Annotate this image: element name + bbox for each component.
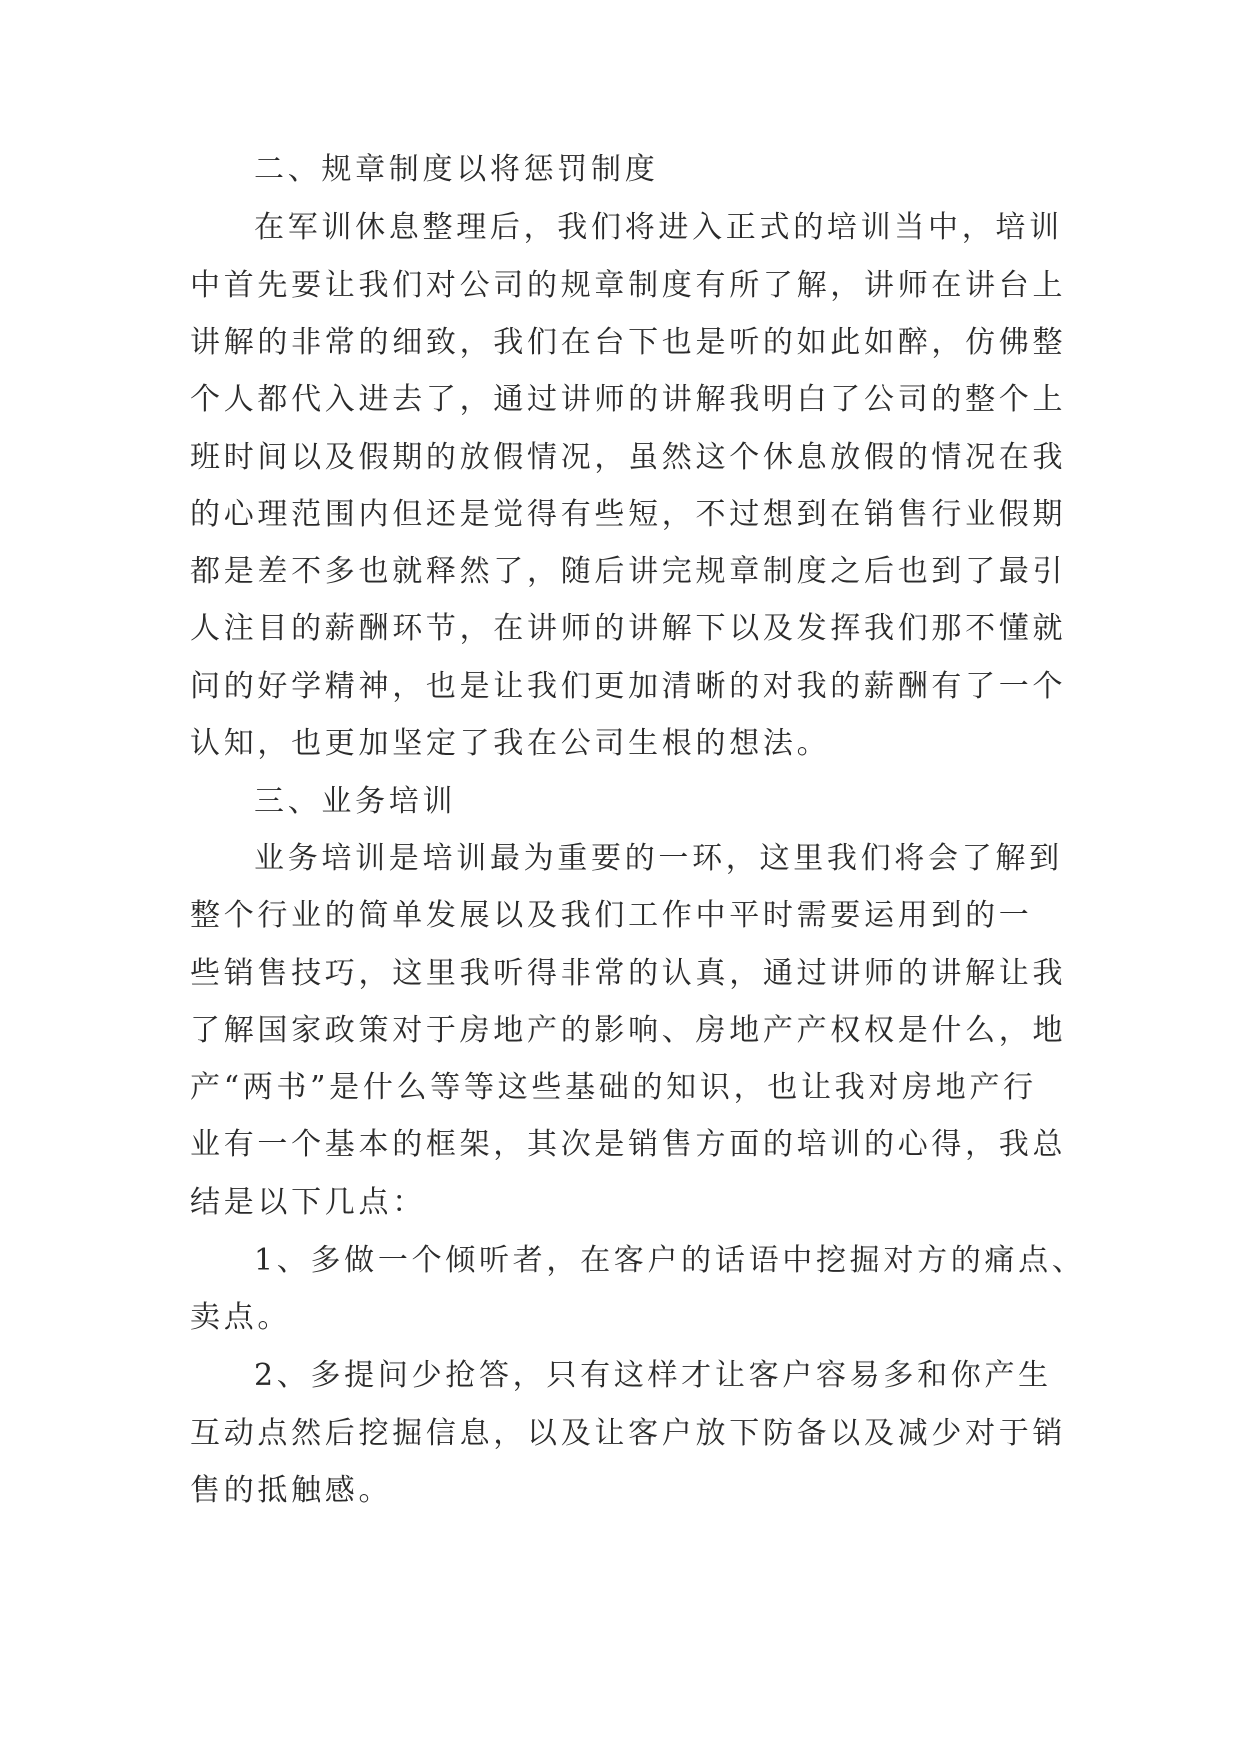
paragraph-line: 人注目的薪酬环节，在讲师的讲解下以及发挥我们那不懂就 (190, 611, 1067, 646)
paragraph-line: 都是差不多也就释然了，随后讲完规章制度之后也到了最引 (190, 554, 1067, 589)
section-heading-regulations: 二、规章制度以将惩罚制度 (254, 152, 659, 187)
paragraph-line: 了解国家政策对于房地产的影响、房地产产权权是什么，地 (190, 1013, 1067, 1048)
paragraph-line: 认知，也更加坚定了我在公司生根的想法。 (190, 726, 831, 761)
paragraph-line: 在军训休息整理后，我们将进入正式的培训当中，培训 (254, 210, 1063, 245)
paragraph-line: 产“两书”是什么等等这些基础的知识，也让我对房地产行 (190, 1070, 1037, 1105)
paragraph-line: 讲解的非常的细致，我们在台下也是听的如此如醉，仿佛整 (190, 325, 1067, 360)
paragraph-line: 结是以下几点： (190, 1185, 426, 1220)
list-item-2-continuation: 互动点然后挖掘信息，以及让客户放下防备以及减少对于销 (190, 1416, 1067, 1451)
list-item-2: 2、多提问少抢答，只有这样才让客户容易多和你产生 (254, 1358, 1052, 1393)
paragraph-line: 个人都代入进去了，通过讲师的讲解我明白了公司的整个上 (190, 382, 1067, 417)
paragraph-line: 的心理范围内但还是觉得有些短，不过想到在销售行业假期 (190, 497, 1067, 532)
paragraph-line: 班时间以及假期的放假情况，虽然这个休息放假的情况在我 (190, 440, 1067, 475)
list-item-1: 1、多做一个倾听者，在客户的话语中挖掘对方的痛点、 (254, 1243, 1086, 1278)
paragraph-line: 问的好学精神，也是让我们更加清晰的对我的薪酬有了一个 (190, 669, 1067, 704)
list-item-1-continuation: 卖点。 (190, 1300, 292, 1335)
section-heading-business-training: 三、业务培训 (254, 784, 457, 819)
paragraph-line: 中首先要让我们对公司的规章制度有所了解，讲师在讲台上 (190, 268, 1067, 303)
paragraph-line: 业务培训是培训最为重要的一环，这里我们将会了解到 (254, 841, 1063, 876)
paragraph-line: 整个行业的简单发展以及我们工作中平时需要运用到的一 (190, 898, 1033, 933)
list-item-2-continuation: 售的抵触感。 (190, 1473, 393, 1508)
paragraph-line: 业有一个基本的框架，其次是销售方面的培训的心得，我总 (190, 1127, 1067, 1162)
paragraph-line: 些销售技巧，这里我听得非常的认真，通过讲师的讲解让我 (190, 956, 1067, 991)
